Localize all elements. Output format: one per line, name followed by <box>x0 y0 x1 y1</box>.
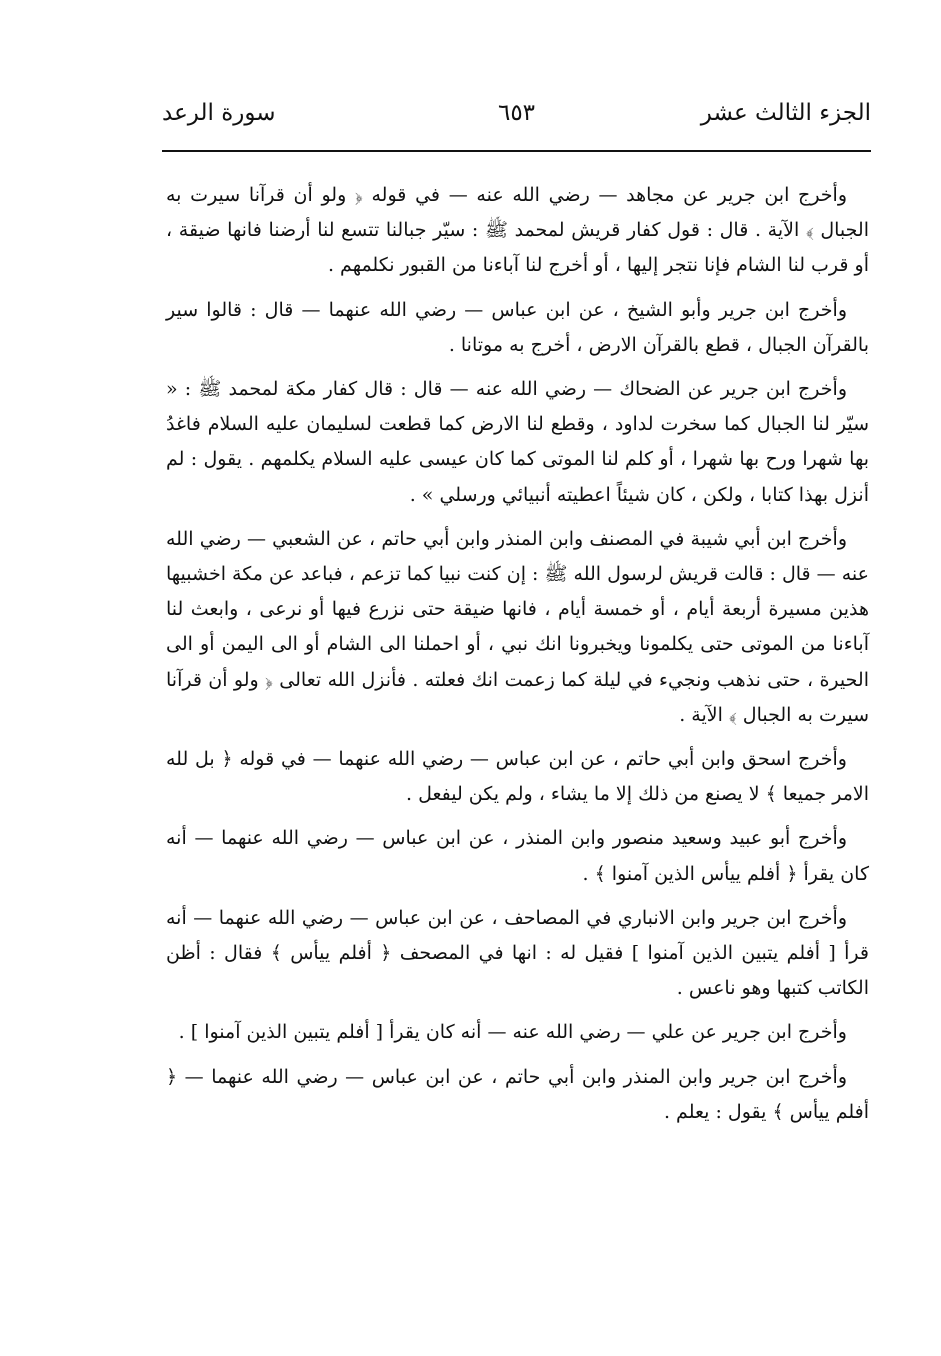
page-number: ٦٥٣ <box>497 100 536 126</box>
page-header <box>162 96 871 136</box>
paragraph-2: وأخرج ابن جرير وأبو الشيخ ، عن ابن عباس — رضي الله عنهما — قال : قالوا سير بالقرآن الجبال ، قطع بالقرآن الارض ، أخرج به موتانا . <box>166 298 869 356</box>
paragraph-1: وأخرج ابن جرير عن مجاهد — رضي الله عنه — في قوله ﴿ ولو أن قرآنا سيرت به الجبال ﴾ الآية . قال : قول كفار قريش لمحمد ﷺ : سيّر جبالنا تتسع لنا أرضنا فانها ضيقة ، أو قرب لنا الشام فإنا نتجر إليها ، أو أخرج لنا آباءنا من القبور نكلمهم . <box>166 184 869 277</box>
part-title: الجزء الثالث عشر <box>700 100 871 126</box>
paragraph-3: وأخرج ابن جرير عن الضحاك — رضي الله عنه — قال : قال كفار مكة لمحمد ﷺ : « سيّر لنا الجبال كما سخرت لداود ، وقطع لنا الارض كما قطعت لسليمان عليه السلام فاغدُ بها شهرا ورح بها شهرا ، أو كلم لنا الموتى كما كان عيسى عليه السلام يكلمهم . يقول : لم أنزل بهذا كتابا ، ولكن ، كان شيئاً اعطيته أنبيائي ورسلي » . <box>166 378 869 506</box>
paragraph-9: وأخرج ابن جرير وابن المنذر وابن أبي حاتم ، عن ابن عباس — رضي الله عنهما — ﴿ أفلم ييأس ﴾ يقول : يعلم . <box>166 1065 869 1123</box>
paragraph-8: وأخرج ابن جرير عن علي — رضي الله عنه — أنه كان يقرأ [ أفلم يتبين الذين آمنوا ] . <box>178 1021 847 1044</box>
paragraph-5: وأخرج اسحق وابن أبي حاتم ، عن ابن عباس — رضي الله عنهما — في قوله ﴿ بل لله الامر جميعا ﴾ لا يصنع من ذلك إلا ما يشاء ، ولم يكن ليفعل . <box>166 748 869 806</box>
paragraph-7: وأخرج ابن جرير وابن الانباري في المصاحف ، عن ابن عباس — رضي الله عنهما — أنه قرأ [ أفلم يتبين الذين آمنوا ] فقيل له : انها في المصحف ﴿ أفلم ييأس ﴾ فقال : أظن الكاتب كتبها وهو ناعس . <box>166 906 869 1000</box>
header-rule <box>162 150 871 152</box>
paragraph-6: وأخرج أبو عبيد وسعيد منصور وابن المنذر ، عن ابن عباس — رضي الله عنهما — أنه كان يقرأ ﴿ أفلم ييأس الذين آمنوا ﴾ . <box>166 827 869 885</box>
paragraph-4: وأخرج ابن أبي شيبة في المصنف وابن المنذر وابن أبي حاتم ، عن الشعبي — رضي الله عنه — قال : قالت قريش لرسول الله ﷺ : إن كنت نبيا كما تزعم ، فباعد عن مكة اخشبيها هذين مسيرة أربعة أيام ، أو خمسة أيام ، فانها ضيقة حتى نزرع فيها أو نرعى ، وابعث لنا آباءنا من الموتى حتى يكلمونا ويخبرونا انك نبي ، أو احملنا الى الشام أو الى اليمن أو الى الحيرة ، حتى نذهب ونجيء في ليلة كما زعمت انك فعلته . فأنزل الله تعالى ﴿ ولو أن قرآنا سيرت به الجبال ﴾ الآية . <box>166 527 869 726</box>
page-body <box>166 178 869 1139</box>
surah-title: سورة الرعد <box>162 100 276 126</box>
